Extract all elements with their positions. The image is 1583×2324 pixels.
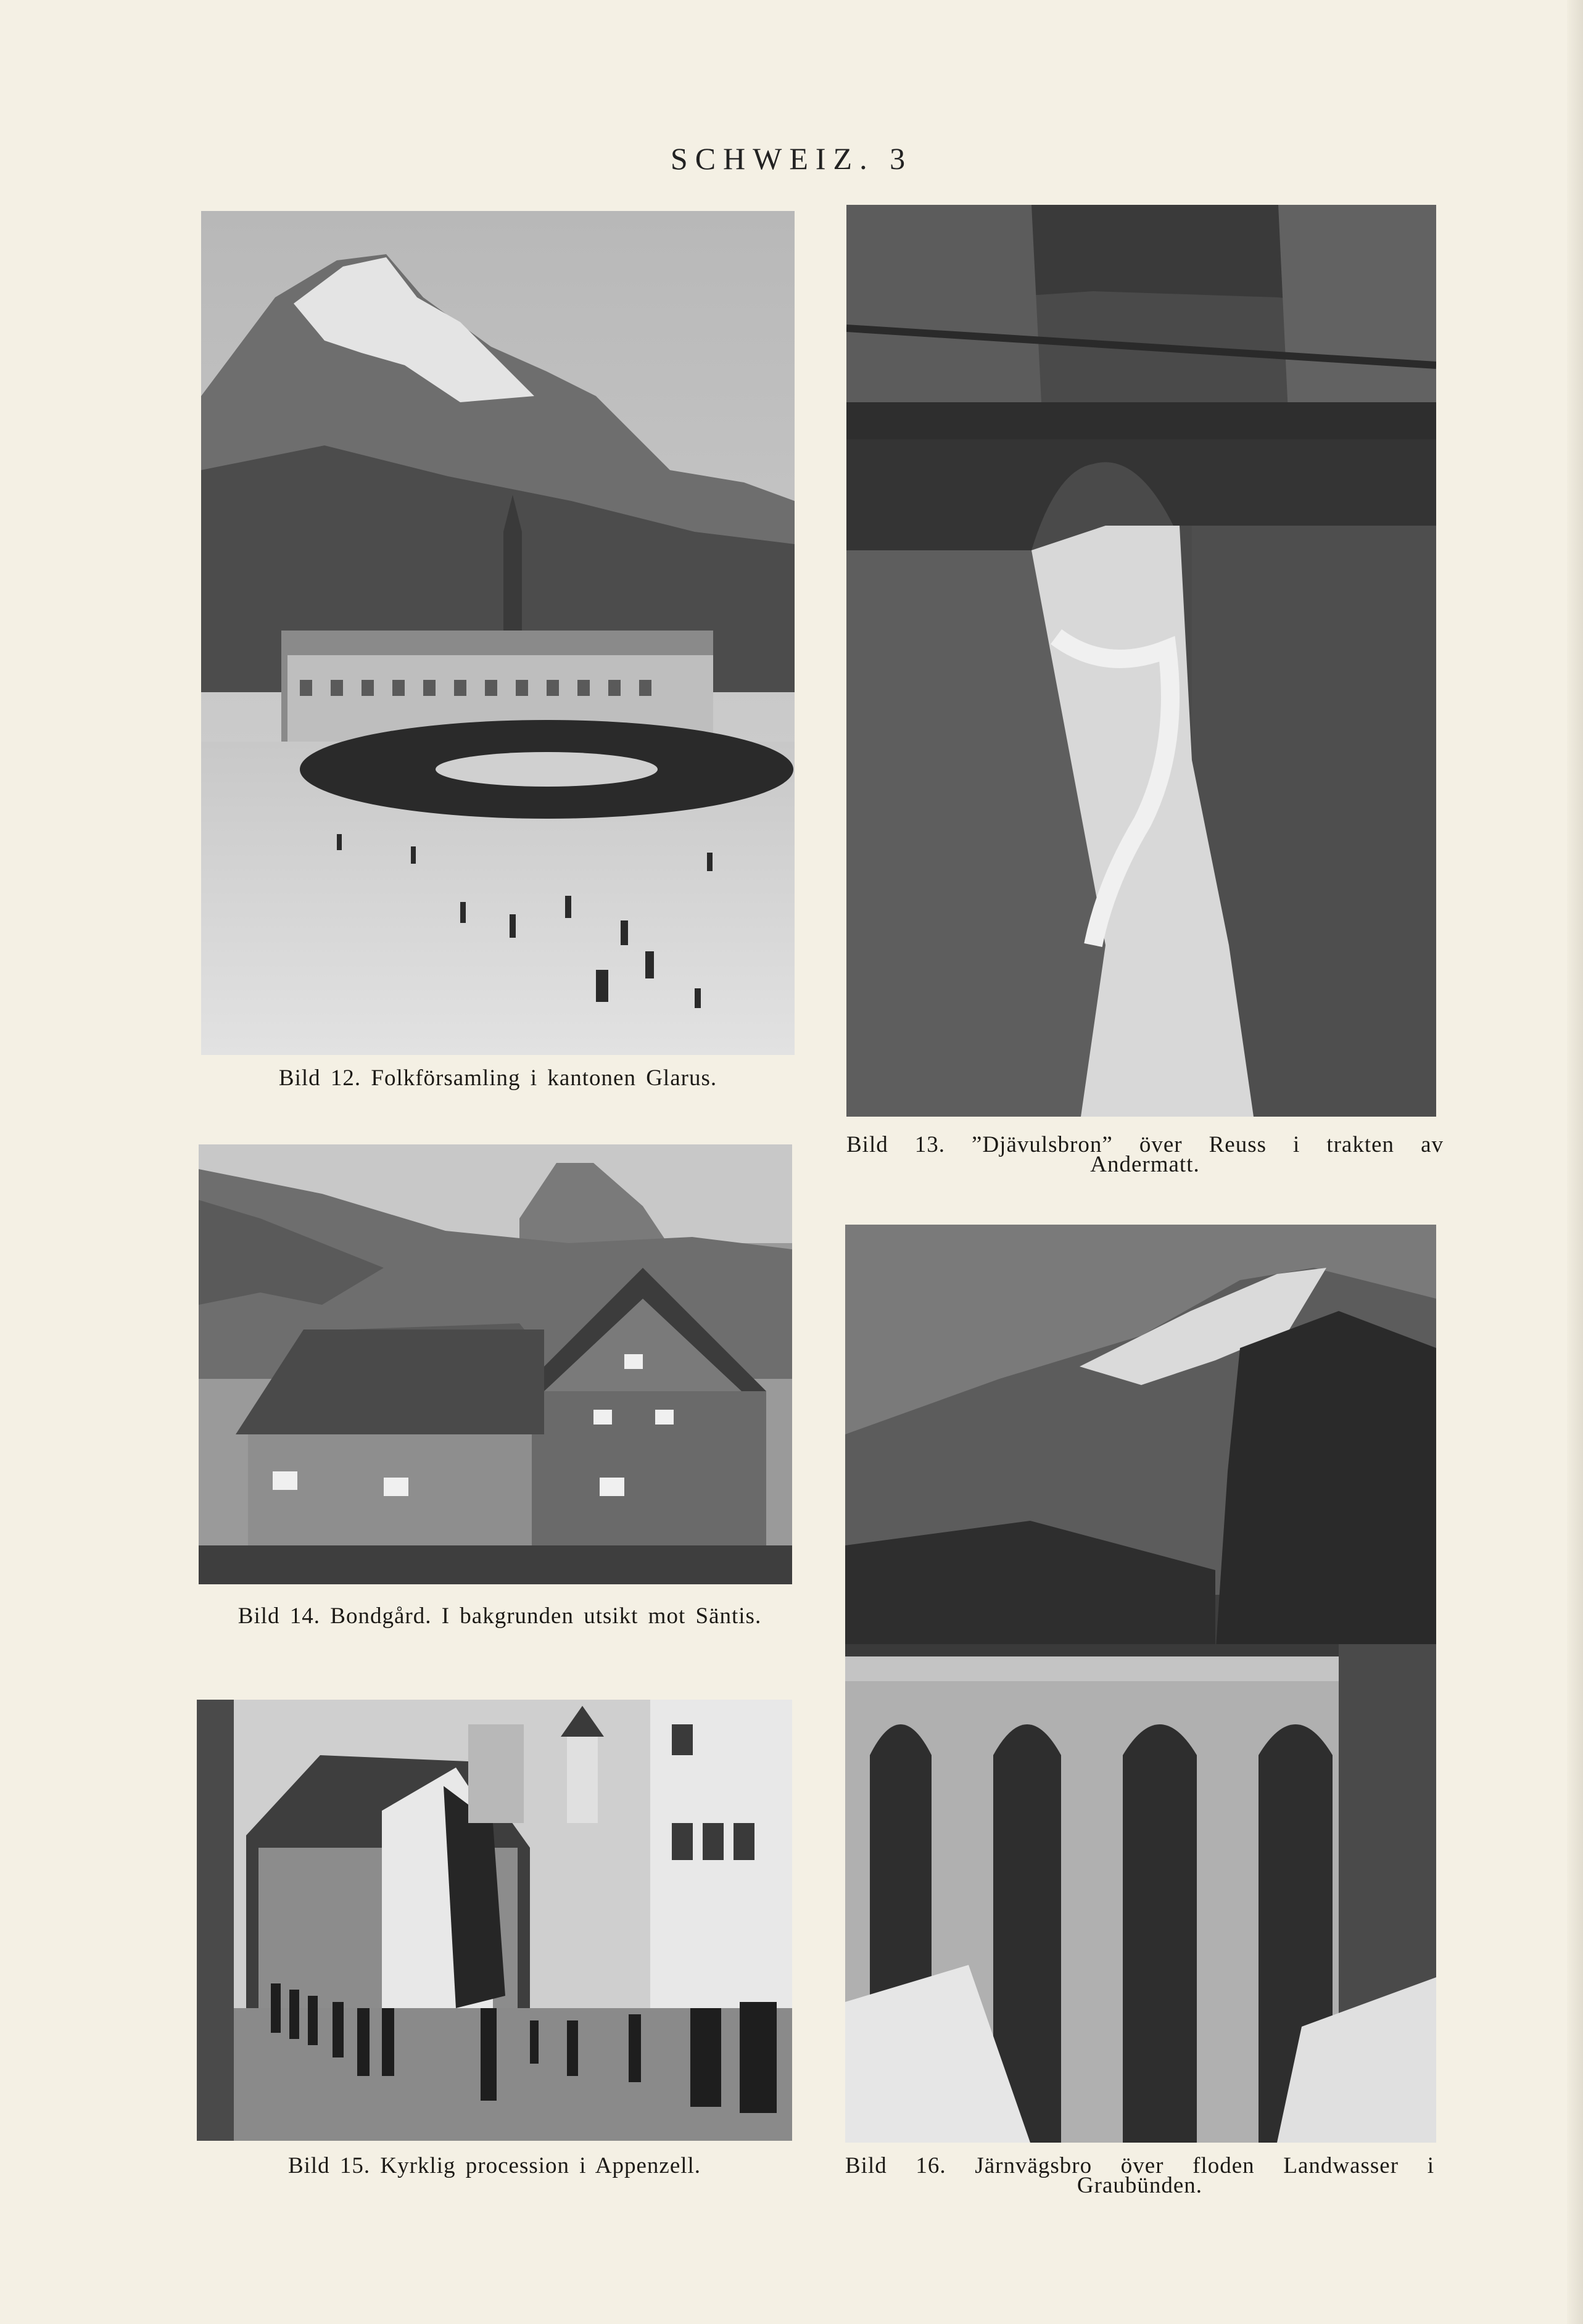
caption-bild-12: Bild 12. Folkförsamling i kantonen Glarus.: [278, 1065, 717, 1091]
photo-glarus-landsgemeinde: [201, 211, 795, 1055]
photo-farmhouse: [199, 1144, 792, 1584]
caption-bild-15: Bild 15. Kyrklig procession i Appenzell.: [287, 2153, 701, 2178]
photo-devils-bridge: [846, 205, 1436, 1117]
caption-bild-14: Bild 14. Bondgård. I bakgrunden utsikt mot Säntis.: [238, 1603, 762, 1629]
page-edge: [1567, 0, 1583, 2324]
photo-landwasser-viaduct: [845, 1225, 1436, 2143]
caption-bild-16: Bild 16. Järnvägsbro över floden Landwasser i Graubünden.: [845, 2153, 1434, 2198]
photo-procession: [197, 1700, 792, 2141]
page-header: SCHWEIZ. 3: [670, 141, 913, 176]
caption-bild-13: Bild 13. ”Djävulsbron” över Reuss i trakten av Andermatt.: [846, 1132, 1444, 1177]
